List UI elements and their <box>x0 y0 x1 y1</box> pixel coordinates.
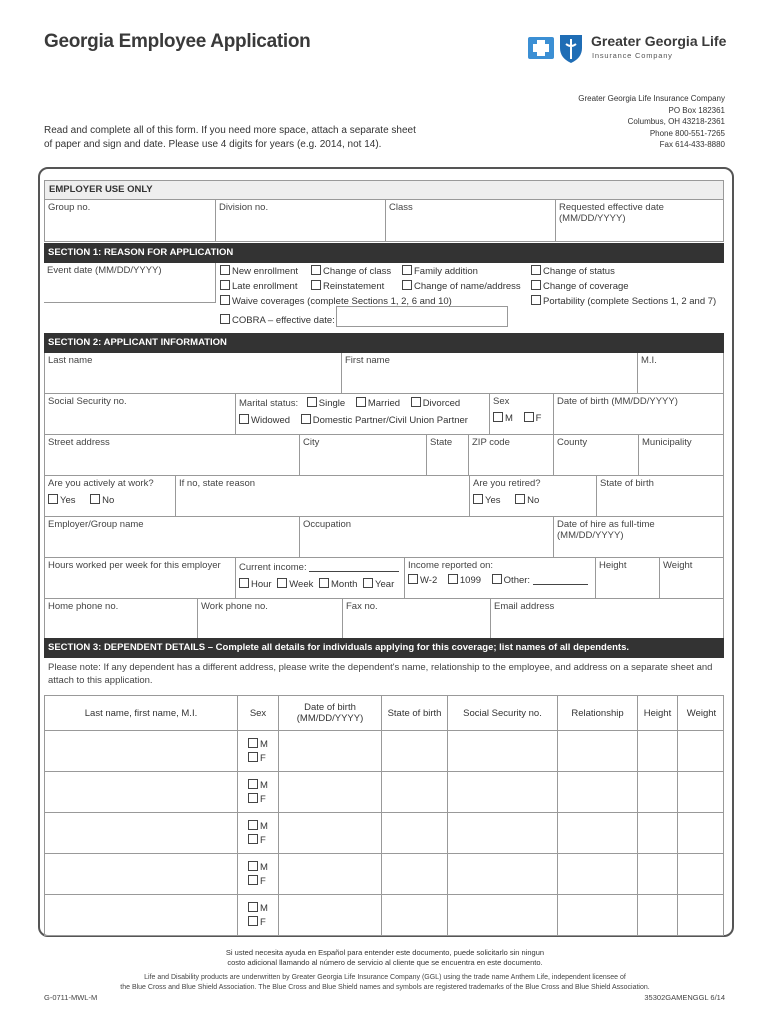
dep-sex-cell <box>237 854 278 894</box>
domestic-partner-checkbox[interactable] <box>301 415 468 426</box>
income-row <box>44 558 724 599</box>
employer-use-heading: EMPLOYER USE ONLY <box>44 180 724 200</box>
company-address <box>578 93 725 151</box>
fax-label: Fax no. <box>346 601 378 612</box>
requested-effective-date-label: Requested effective date (MM/DD/YYYY) <box>559 202 664 224</box>
dep-dob-cell[interactable] <box>278 731 381 771</box>
checkbox-icon <box>248 902 258 912</box>
option-label: No <box>102 495 115 506</box>
dep-state-of-birth-cell[interactable] <box>381 895 447 935</box>
dep-name-cell[interactable] <box>45 772 237 812</box>
state-label: State <box>430 437 453 448</box>
checkbox-icon <box>311 265 321 275</box>
checkbox-icon <box>531 265 541 275</box>
option-label: M <box>260 862 268 873</box>
address-row <box>44 435 724 476</box>
division-no-field[interactable] <box>215 200 385 241</box>
section1-row <box>44 263 724 333</box>
state-of-birth-field[interactable] <box>596 476 725 516</box>
weight-label: Weight <box>663 560 693 571</box>
dep-relationship-cell[interactable] <box>557 895 637 935</box>
dep-ssn-cell[interactable] <box>447 895 557 935</box>
county-field[interactable] <box>553 435 638 475</box>
at-work-no-checkbox[interactable] <box>90 495 114 506</box>
late-enrollment-checkbox[interactable] <box>220 280 297 292</box>
dep-dob-cell[interactable] <box>278 813 381 853</box>
hours-worked-field[interactable] <box>45 558 235 598</box>
checkbox-icon <box>248 861 258 871</box>
retired-label: Are you retired? <box>473 478 541 489</box>
option-label: M <box>260 903 268 914</box>
address-line: Columbus, OH 43218-2361 <box>627 117 725 126</box>
option-label: F <box>260 835 266 846</box>
email-field[interactable] <box>490 599 725 639</box>
new-enrollment-checkbox[interactable] <box>220 265 298 277</box>
dep-state-of-birth-cell[interactable] <box>381 772 447 812</box>
checkbox-icon <box>248 834 258 844</box>
dep-name-cell[interactable] <box>45 895 237 935</box>
col-weight-header: Weight <box>677 696 725 730</box>
retired-group <box>469 476 596 516</box>
checkbox-icon <box>277 578 287 588</box>
state-reason-field[interactable] <box>175 476 469 516</box>
w2-checkbox[interactable] <box>408 575 437 586</box>
dep-height-cell[interactable] <box>637 772 677 812</box>
checkbox-icon <box>48 494 58 504</box>
checkbox-icon <box>239 578 249 588</box>
height-label: Height <box>599 560 627 571</box>
dep-name-cell[interactable] <box>45 731 237 771</box>
fax-field[interactable] <box>342 599 490 639</box>
street-address-field[interactable] <box>45 435 299 475</box>
option-label: COBRA – effective date: <box>232 315 335 326</box>
single-checkbox[interactable] <box>307 398 345 409</box>
dep-sex-m-checkbox[interactable] <box>248 820 278 832</box>
form-1099-checkbox[interactable] <box>448 575 481 586</box>
employer-group-name-field[interactable] <box>45 517 299 557</box>
marital-status-group <box>235 394 489 434</box>
name-row <box>44 353 724 394</box>
col-height-header: Height <box>637 696 677 730</box>
legal-notice <box>120 973 650 993</box>
address-line: Fax 614-433-8880 <box>659 140 725 149</box>
municipality-label: Municipality <box>642 437 692 448</box>
work-phone-label: Work phone no. <box>201 601 268 612</box>
dep-sex-m-checkbox[interactable] <box>248 861 278 873</box>
home-phone-field[interactable] <box>45 599 197 639</box>
address-line: PO Box 182361 <box>668 105 725 115</box>
first-name-field[interactable] <box>341 353 637 393</box>
option-label: Other: <box>503 575 531 586</box>
occupation-field[interactable] <box>299 517 553 557</box>
dep-ssn-cell[interactable] <box>447 772 557 812</box>
checkbox-icon <box>220 265 230 275</box>
section3-heading: SECTION 3: DEPENDENT DETAILS – Complete all details for individuals applying for this coverage; list names of all dependents. <box>44 638 724 658</box>
last-name-label: Last name <box>48 355 93 366</box>
dependent-row <box>44 813 724 854</box>
option-label: F <box>535 413 542 424</box>
option-label: M <box>260 780 268 791</box>
dep-relationship-cell[interactable] <box>557 772 637 812</box>
dependent-row <box>44 772 724 813</box>
section2-heading: SECTION 2: APPLICANT INFORMATION <box>44 333 724 353</box>
group-no-field[interactable] <box>45 200 215 241</box>
bcbs-logo-icon <box>526 32 586 64</box>
dep-dob-cell[interactable] <box>278 895 381 935</box>
option-label: No <box>527 495 540 506</box>
option-label: Reinstatement <box>323 281 385 292</box>
checkbox-icon <box>239 414 249 424</box>
checkbox-icon <box>531 295 541 305</box>
dep-sex-m-checkbox[interactable] <box>248 779 278 791</box>
checkbox-icon <box>473 494 483 504</box>
widowed-checkbox[interactable] <box>239 415 290 426</box>
checkbox-icon <box>220 314 230 324</box>
dob-label: Date of birth (MM/DD/YYYY) <box>557 396 678 407</box>
state-of-birth-label: State of birth <box>600 478 654 489</box>
option-label: Married <box>367 398 401 409</box>
option-label: Week <box>289 579 314 590</box>
county-label: County <box>557 437 588 448</box>
form-id: G-0711-MWL-M <box>44 993 98 1002</box>
current-income-label: Current income: <box>239 562 307 573</box>
option-label: Year <box>375 579 395 590</box>
spanish-notice <box>0 948 770 968</box>
dob-field[interactable] <box>553 394 725 434</box>
occupation-label: Occupation <box>303 519 352 530</box>
dep-state-of-birth-cell[interactable] <box>381 813 447 853</box>
actively-at-work-group <box>45 476 175 516</box>
spanish-line: costo adicional llamando al número de servicio al cliente que se encuentra en este documento. <box>227 958 543 967</box>
option-label: F <box>260 753 266 764</box>
option-label: Domestic Partner/Civil Union Partner <box>312 415 468 426</box>
dep-sex-m-checkbox[interactable] <box>248 738 278 750</box>
employer-info-row <box>44 517 724 558</box>
weight-field[interactable] <box>659 558 725 598</box>
dep-weight-cell[interactable] <box>677 813 725 853</box>
mi-field[interactable] <box>637 353 725 393</box>
change-of-coverage-checkbox[interactable] <box>531 280 629 292</box>
dep-height-cell[interactable] <box>637 731 677 771</box>
date-of-hire-field[interactable] <box>553 517 725 557</box>
option-label: Change of class <box>323 266 392 277</box>
state-reason-label: If no, state reason <box>179 478 256 489</box>
change-of-class-checkbox[interactable] <box>311 265 391 277</box>
checkbox-icon <box>363 578 373 588</box>
dep-sex-f-checkbox[interactable] <box>248 916 278 928</box>
checkbox-icon <box>248 875 258 885</box>
col-state-of-birth-header: State of birth <box>381 696 447 730</box>
zip-label: ZIP code <box>472 437 510 448</box>
form-title: Georgia Employee Application <box>44 31 311 52</box>
dep-relationship-cell[interactable] <box>557 731 637 771</box>
requested-effective-date-field[interactable] <box>555 200 725 241</box>
option-label: Widowed <box>251 415 291 426</box>
checkbox-icon <box>408 574 418 584</box>
option-label: Late enrollment <box>232 281 298 292</box>
divorced-checkbox[interactable] <box>411 398 461 409</box>
option-label: M <box>260 821 268 832</box>
home-phone-label: Home phone no. <box>48 601 119 612</box>
zip-field[interactable] <box>468 435 553 475</box>
dependent-note: Please note: If any dependent has a different address, please write the dependent's name, relationship to the employee, and address on a separate sheet and attach to this application. <box>48 662 713 686</box>
checkbox-icon <box>220 295 230 305</box>
dep-sex-f-checkbox[interactable] <box>248 793 278 805</box>
dep-ssn-cell[interactable] <box>447 731 557 771</box>
col-relationship-header: Relationship <box>557 696 637 730</box>
checkbox-icon <box>248 779 258 789</box>
dep-weight-cell[interactable] <box>677 731 725 771</box>
phone-row <box>44 599 724 640</box>
hours-worked-label: Hours worked per week for this employer <box>48 560 221 571</box>
dep-dob-cell[interactable] <box>278 854 381 894</box>
col-ssn-header: Social Security no. <box>447 696 557 730</box>
income-reported-group <box>404 558 595 598</box>
spanish-line: Si usted necesita ayuda en Español para entender este documento, puede solicitarlo sin ningun <box>225 948 545 957</box>
checkbox-icon <box>356 397 366 407</box>
sex-group <box>489 394 553 434</box>
dep-sex-cell <box>237 895 278 935</box>
employer-row <box>44 200 724 242</box>
cobra-date-input[interactable] <box>336 306 508 327</box>
date-of-hire-label: Date of hire as full-time (MM/DD/YYYY) <box>557 519 655 541</box>
income-hour-checkbox[interactable] <box>239 579 272 590</box>
sex-label: Sex <box>493 396 510 407</box>
checkbox-icon <box>319 578 329 588</box>
checkbox-icon <box>492 574 502 584</box>
portability-checkbox[interactable] <box>531 295 716 307</box>
option-label: Change of name/address <box>414 281 521 292</box>
checkbox-icon <box>248 793 258 803</box>
municipality-field[interactable] <box>638 435 725 475</box>
legal-line: Life and Disability products are underwritten by Greater Georgia Life Insurance Company (GGL) using the trade name Anthem Life, independent licensee of <box>144 974 626 981</box>
dep-ssn-cell[interactable] <box>447 813 557 853</box>
address-line: Greater Georgia Life Insurance Company <box>578 94 725 103</box>
intro-instructions: Read and complete all of this form. If you need more space, attach a separate sheet of paper and sign and date. Please use 4 digits for years (e.g. 2014, not 14). <box>44 125 416 150</box>
income-reported-label: Income reported on: <box>408 560 494 571</box>
current-income-input[interactable] <box>309 562 399 572</box>
income-year-checkbox[interactable] <box>363 579 394 590</box>
work-phone-field[interactable] <box>197 599 342 639</box>
city-label: City <box>303 437 320 448</box>
dependent-header-row <box>44 695 724 731</box>
option-label: Waive coverages (complete Sections 1, 2, 6 and 10) <box>232 296 452 307</box>
option-label: Portability (complete Sections 1, 2 and 7) <box>543 296 717 307</box>
option-label: Single <box>318 398 346 409</box>
col-dob-header: Date of birth (MM/DD/YYYY) <box>278 696 381 730</box>
checkbox-icon <box>531 280 541 290</box>
checkbox-icon <box>307 397 317 407</box>
col-name-header: Last name, first name, M.I. <box>84 707 198 719</box>
other-income-input[interactable] <box>533 575 588 585</box>
group-no-label: Group no. <box>48 202 91 213</box>
option-label: F <box>260 876 266 887</box>
married-checkbox[interactable] <box>356 398 400 409</box>
option-label: Month <box>331 579 358 590</box>
current-income-group <box>235 558 404 598</box>
ssn-field[interactable] <box>45 394 235 434</box>
street-address-label: Street address <box>48 437 110 448</box>
option-label: Change of coverage <box>543 281 629 292</box>
height-field[interactable] <box>595 558 659 598</box>
checkbox-icon <box>515 494 525 504</box>
logo-name: Greater Georgia Life <box>591 33 727 49</box>
dep-sex-m-checkbox[interactable] <box>248 902 278 914</box>
checkbox-icon <box>90 494 100 504</box>
option-label: Family addition <box>414 266 478 277</box>
col-sex-header: Sex <box>237 696 278 730</box>
change-of-name-address-checkbox[interactable] <box>402 280 521 292</box>
checkbox-icon <box>248 916 258 926</box>
dep-sex-f-checkbox[interactable] <box>248 752 278 764</box>
option-label: Hour <box>251 579 272 590</box>
checkbox-icon <box>524 412 534 422</box>
option-label: Divorced <box>422 398 461 409</box>
option-label: Yes <box>60 495 76 506</box>
option-label: W-2 <box>420 575 438 586</box>
sex-f-checkbox[interactable] <box>524 413 542 424</box>
dep-name-cell[interactable] <box>45 813 237 853</box>
checkbox-icon <box>402 280 412 290</box>
option-label: M <box>260 739 268 750</box>
dep-name-cell[interactable] <box>45 854 237 894</box>
event-date-field[interactable] <box>44 263 216 303</box>
option-label: 1099 <box>459 575 482 586</box>
class-field[interactable] <box>385 200 555 241</box>
dependent-row <box>44 731 724 772</box>
other-checkbox[interactable] <box>492 575 530 586</box>
family-addition-checkbox[interactable] <box>402 265 478 277</box>
dep-weight-cell[interactable] <box>677 772 725 812</box>
checkbox-icon <box>248 738 258 748</box>
ssn-row <box>44 394 724 435</box>
dependent-row <box>44 895 724 936</box>
option-label: F <box>260 917 266 928</box>
option-label: Change of status <box>543 266 615 277</box>
dep-sex-cell <box>237 731 278 771</box>
reinstatement-checkbox[interactable] <box>311 280 384 292</box>
dep-height-cell[interactable] <box>637 895 677 935</box>
checkbox-icon <box>220 280 230 290</box>
division-no-label: Division no. <box>219 202 269 213</box>
dep-sex-cell <box>237 772 278 812</box>
checkbox-icon <box>248 820 258 830</box>
logo-subtitle: Insurance Company <box>592 51 673 60</box>
form-code: 35302GAMENGGL 6/14 <box>644 993 725 1002</box>
income-month-checkbox[interactable] <box>319 579 357 590</box>
email-label: Email address <box>494 601 555 612</box>
employer-group-name-label: Employer/Group name <box>48 519 144 530</box>
change-of-status-checkbox[interactable] <box>531 265 615 277</box>
dep-relationship-cell[interactable] <box>557 854 637 894</box>
dep-state-of-birth-cell[interactable] <box>381 731 447 771</box>
mi-label: M.I. <box>641 355 657 366</box>
state-field[interactable] <box>426 435 468 475</box>
checkbox-icon <box>493 412 503 422</box>
dep-dob-cell[interactable] <box>278 772 381 812</box>
retired-no-checkbox[interactable] <box>515 495 539 506</box>
checkbox-icon <box>448 574 458 584</box>
dep-ssn-cell[interactable] <box>447 854 557 894</box>
dep-relationship-cell[interactable] <box>557 813 637 853</box>
dep-sex-cell <box>237 813 278 853</box>
checkbox-icon <box>411 397 421 407</box>
first-name-label: First name <box>345 355 390 366</box>
work-status-row <box>44 476 724 517</box>
income-week-checkbox[interactable] <box>277 579 313 590</box>
checkbox-icon <box>301 414 311 424</box>
last-name-field[interactable] <box>45 353 341 393</box>
checkbox-icon <box>402 265 412 275</box>
option-label: Yes <box>485 495 501 506</box>
dep-weight-cell[interactable] <box>677 854 725 894</box>
actively-at-work-label: Are you actively at work? <box>48 478 154 489</box>
section1-heading: SECTION 1: REASON FOR APPLICATION <box>44 243 724 263</box>
dep-height-cell[interactable] <box>637 813 677 853</box>
checkbox-icon <box>248 752 258 762</box>
retired-yes-checkbox[interactable] <box>473 495 501 506</box>
cobra-checkbox[interactable] <box>220 314 335 326</box>
class-label: Class <box>389 202 413 213</box>
dep-weight-cell[interactable] <box>677 895 725 935</box>
sex-m-checkbox[interactable] <box>493 413 513 424</box>
ssn-label: Social Security no. <box>48 396 127 407</box>
at-work-yes-checkbox[interactable] <box>48 495 76 506</box>
legal-line: the Blue Cross and Blue Shield Association. The Blue Cross and Blue Shield names and symbols are registered trademarks of the Blue Cross and Blue Shield Association. <box>120 984 650 991</box>
option-label: F <box>260 794 266 805</box>
dep-sex-f-checkbox[interactable] <box>248 834 278 846</box>
city-field[interactable] <box>299 435 426 475</box>
checkbox-icon <box>311 280 321 290</box>
option-label: M <box>505 413 513 424</box>
dep-height-cell[interactable] <box>637 854 677 894</box>
dep-state-of-birth-cell[interactable] <box>381 854 447 894</box>
address-line: Phone 800-551-7265 <box>649 128 725 138</box>
option-label: New enrollment <box>232 266 298 277</box>
dependent-row <box>44 854 724 895</box>
marital-status-label: Marital status: <box>239 398 299 409</box>
dep-sex-f-checkbox[interactable] <box>248 875 278 887</box>
event-date-label: Event date (MM/DD/YYYY) <box>47 265 162 276</box>
